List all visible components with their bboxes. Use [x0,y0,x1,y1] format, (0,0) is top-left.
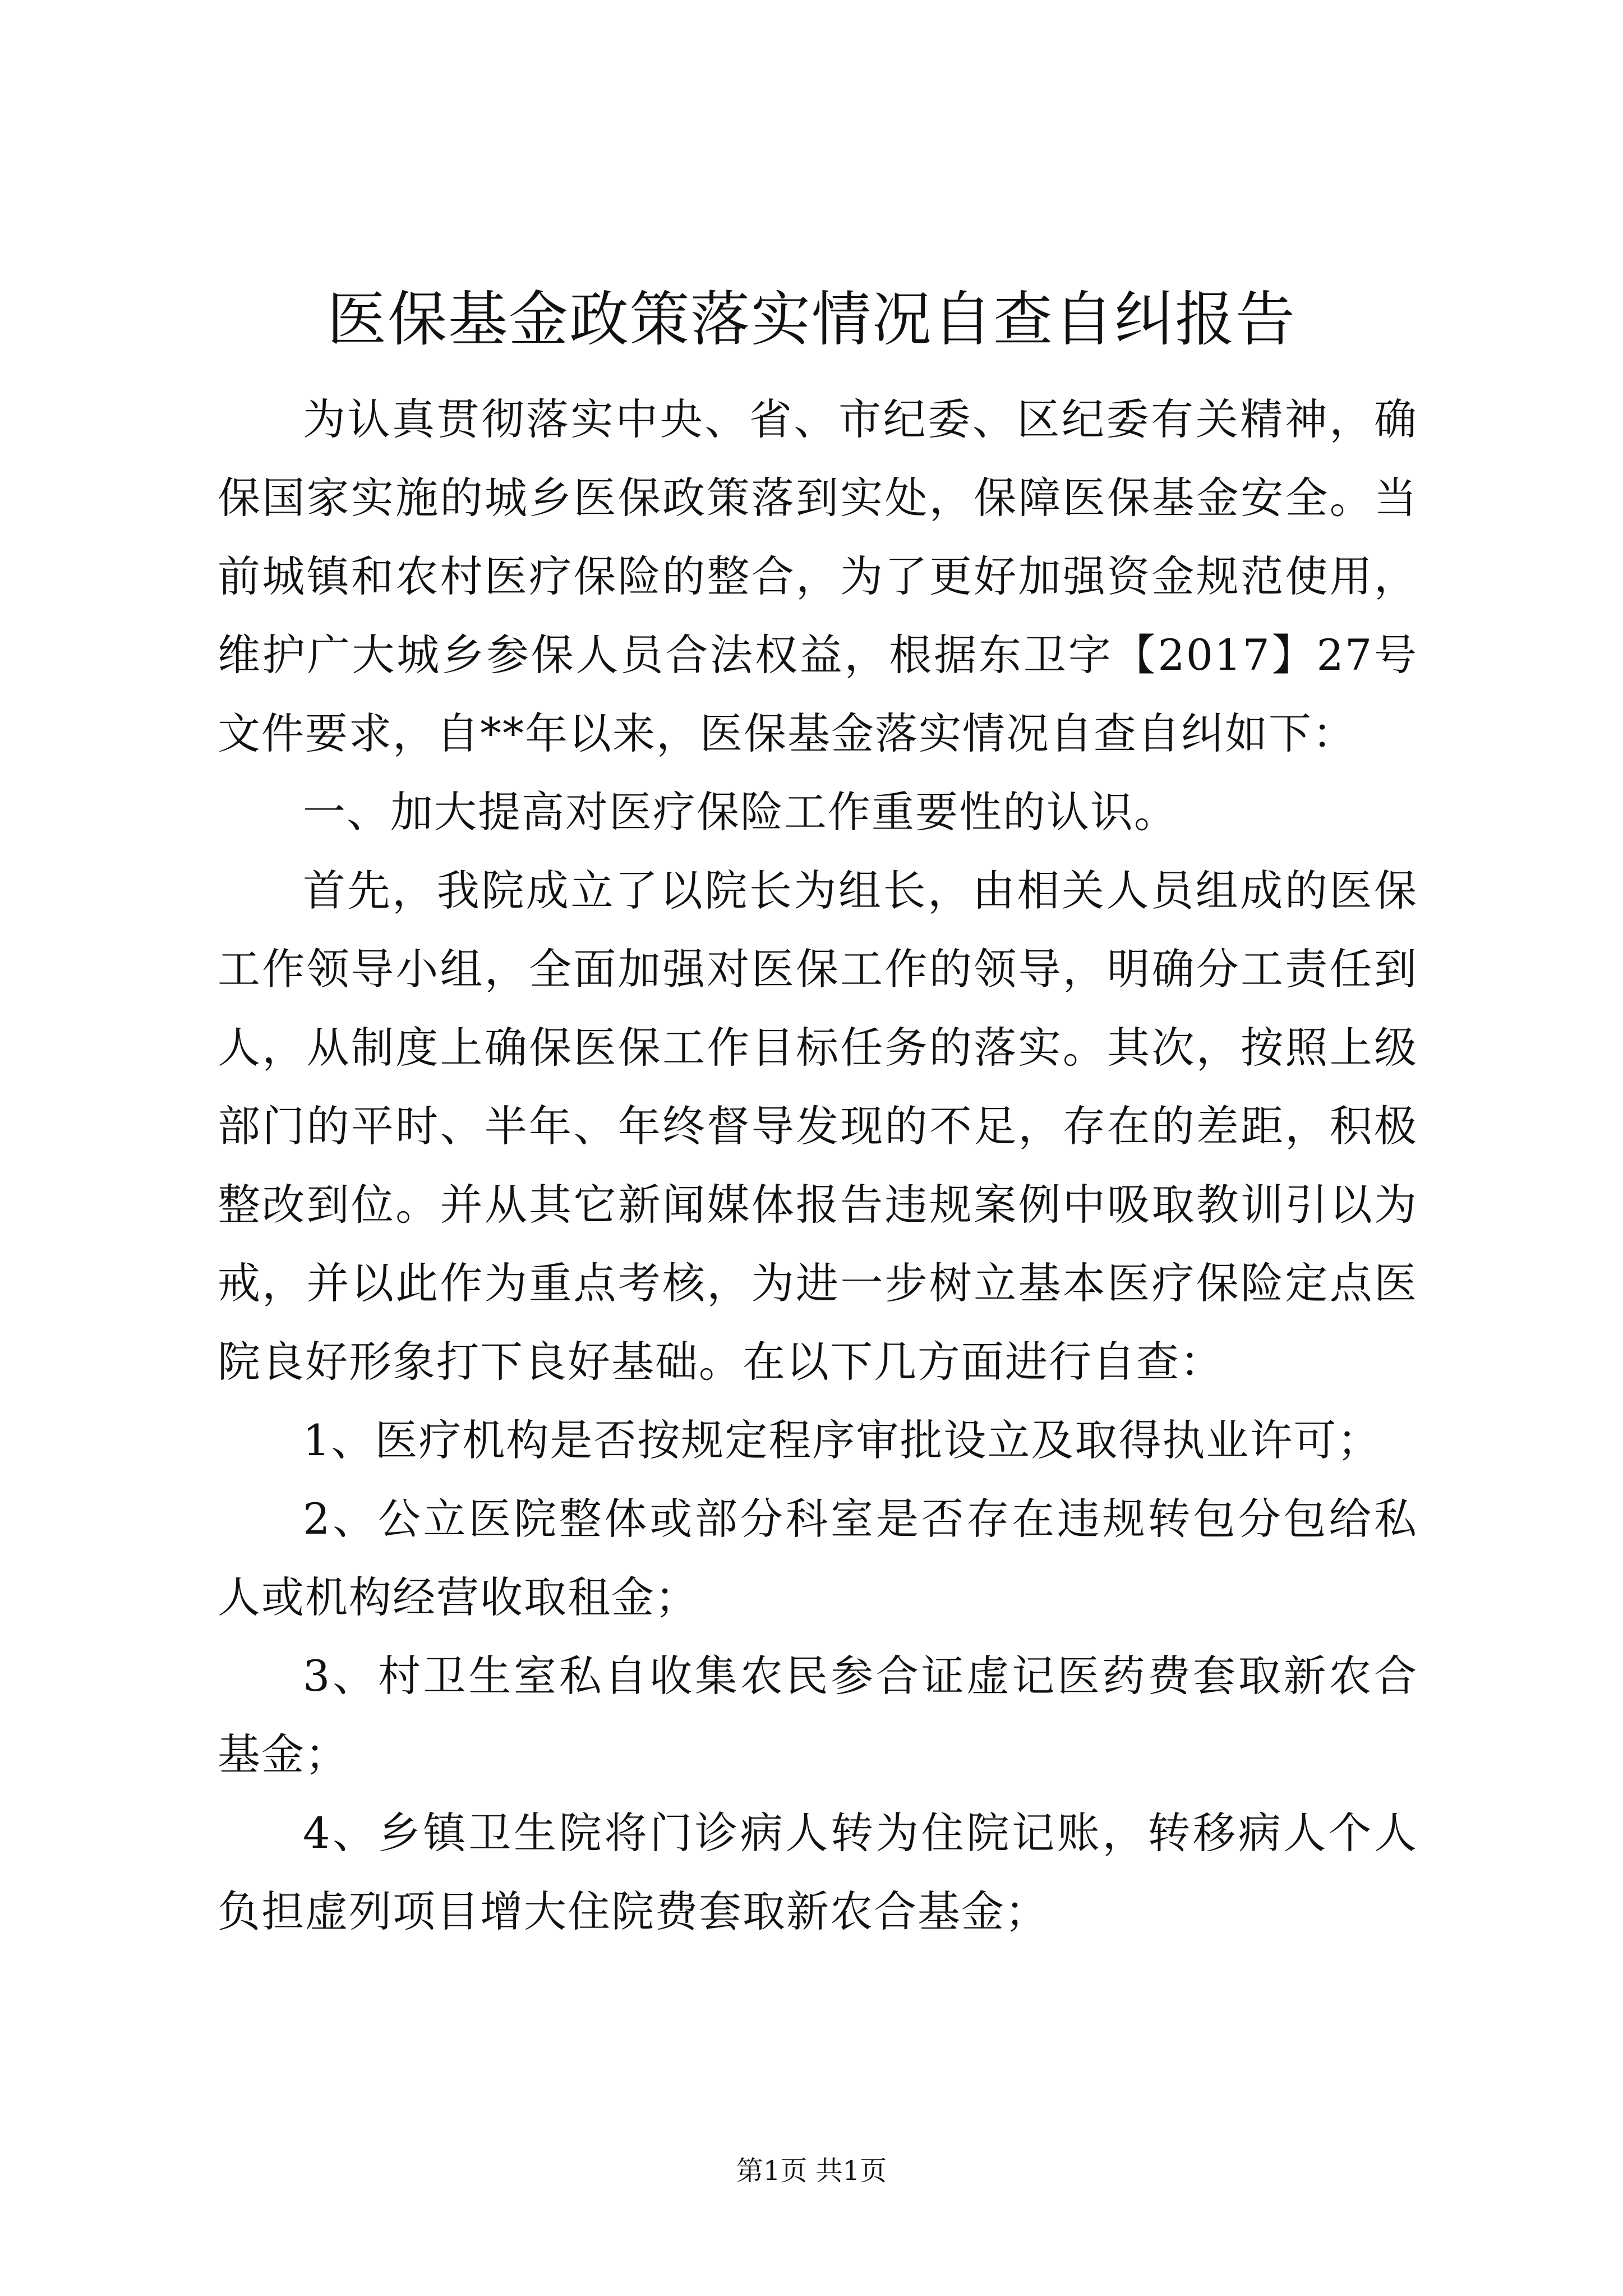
section-heading-1: 一、加大提高对医疗保险工作重要性的认识。 [303,787,1178,837]
list-item-3: 3、村卫生室私自收集农民参合证虚记医药费套取新农合基金； [218,1651,1418,1779]
document-body [218,380,1418,1951]
list-item-4: 4、乡镇卫生院将门诊病人转为住院记账，转移病人个人负担虚列项目增大住院费套取新农合基金； [218,1808,1418,1936]
paragraph-measures: 首先，我院成立了以院长为组长，由相关人员组成的医保工作领导小组，全面加强对医保工作的领导，明确分工责任到人，从制度上确保医保工作目标任务的落实。其次，按照上级部门的平时、半年、年终督导发现的不足，存在的差距，积极整改到位。并从其它新闻媒体报告违规案例中吸取教训引以为戒，并以此作为重点考核，为进一步树立基本医疗保险定点医院良好形象打下良好基础。在以下几方面进行自查： [218,866,1418,1387]
list-item-2: 2、公立医院整体或部分科室是否存在违规转包分包给私人或机构经营收取租金； [218,1494,1418,1622]
list-item-1: 1、医疗机构是否按规定程序审批设立及取得执业许可； [303,1415,1381,1465]
paragraph-intro: 为认真贯彻落实中央、省、市纪委、区纪委有关精神，确保国家实施的城乡医保政策落到实处，保障医保基金安全。当前城镇和农村医疗保险的整合，为了更好加强资金规范使用，维护广大城乡参保人员合法权益，根据东卫字【2017】27号文件要求，自**年以来，医保基金落实情况自查自纠如下： [218,394,1418,758]
page-footer: 第1页 共1页 [736,2155,887,2187]
document-title: 医保基金政策落实情况自查自纠报告 [327,285,1296,354]
